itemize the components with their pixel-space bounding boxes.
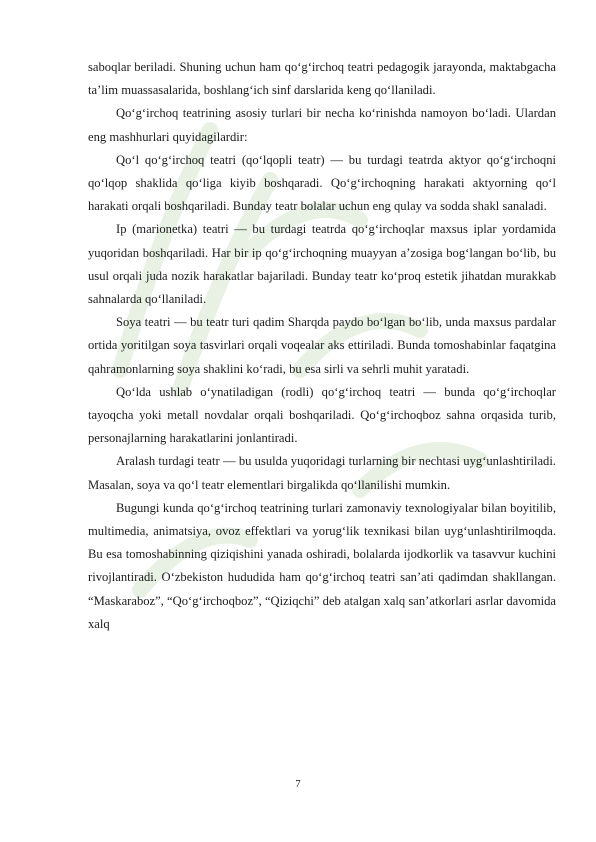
page-number: 7 [295, 778, 301, 790]
paragraph-mixed-theatre: Aralash turdagi teatr — bu usulda yuqoridagi turlarning bir nechtasi uyg‘unlashtiriladi. Masalan, soya va qo‘l teatr elementlari birgalikda qo‘llanilishi mumkin. [88, 454, 556, 492]
document-body [88, 56, 556, 636]
paragraph-hand-puppet: Qo‘l qo‘g‘irchoq teatri (qo‘lqopli teatr) — bu turdagi teatrda aktyor qo‘g‘irchoqni qo‘lqop shaklida qo‘liga kiyib boshqaradi. Qo‘g‘irchoqning harakati aktyorning qo‘l harakati orqali boshqariladi. Bunday teatr bolalar uchun eng qulay va sodda shakl sanaladi. [88, 152, 556, 214]
paragraph-shadow-theatre: Soya teatri — bu teatr turi qadim Sharqda paydo bo‘lgan bo‘lib, unda maxsus pardalar ortida yoritilgan soya tasvirlari orqali voqealar aks ettiriladi. Bunda tomoshabinlar faqatgina qahramonlarning soya shaklini ko‘radi, bu esa sirli va sehrli muhit yaratadi. [88, 315, 556, 376]
paragraph-continuation: saboqlar beriladi. Shuning uchun ham qo‘g‘irchoq teatri pedagogik jarayonda, maktabgacha ta’lim muassasalarida, boshlang‘ich sinf darslarida keng qo‘llaniladi. [88, 60, 556, 98]
paragraph-intro-types: Qo‘g‘irchoq teatrining asosiy turlari bir necha ko‘rinishda namoyon bo‘ladi. Ulardan eng mashhurlari quyidagilardir: [88, 106, 556, 144]
paragraph-modern-day: Bugungi kunda qo‘g‘irchoq teatrining turlari zamonaviy texnologiyalar bilan boyitilib, multimedia, animatsiya, ovoz effektlari va yorug‘lik texnikasi bilan uyg‘unlashtirilmoqda. Bu esa tomoshabinning qiziqishini yanada oshiradi, bolalarda ijodkorlik va tasavvur kuchini rivojlantiradi. O‘zbekiston hududida ham qo‘g‘irchoq teatri san’ati qadimdan shakllangan. “Maskaraboz”, “Qo‘g‘irchoqboz”, “Qiziqchi” deb atalgan xalq san’atkorlari asrlar davomida xalq [88, 500, 556, 631]
paragraph-rod-puppet: Qo‘lda ushlab o‘ynatiladigan (rodli) qo‘g‘irchoq teatri — bunda qo‘g‘irchoqlar tayoqcha yoki metall novdalar orqali boshqariladi. Qo‘g‘irchoqboz sahna orqasida turib, personajlarning harakatlarini jonlantiradi. [88, 384, 556, 446]
paragraph-marionette: Ip (marionetka) teatri — bu turdagi teatrda qo‘g‘irchoqlar maxsus iplar yordamida yuqoridan boshqariladi. Har bir ip qo‘g‘irchoqning muayyan a’zosiga bog‘langan bo‘lib, bu usul orqali juda nozik harakatlar bajariladi. Bunday teatr ko‘proq estetik jihatdan murakkab sahnalarda qo‘llaniladi. [88, 222, 556, 307]
